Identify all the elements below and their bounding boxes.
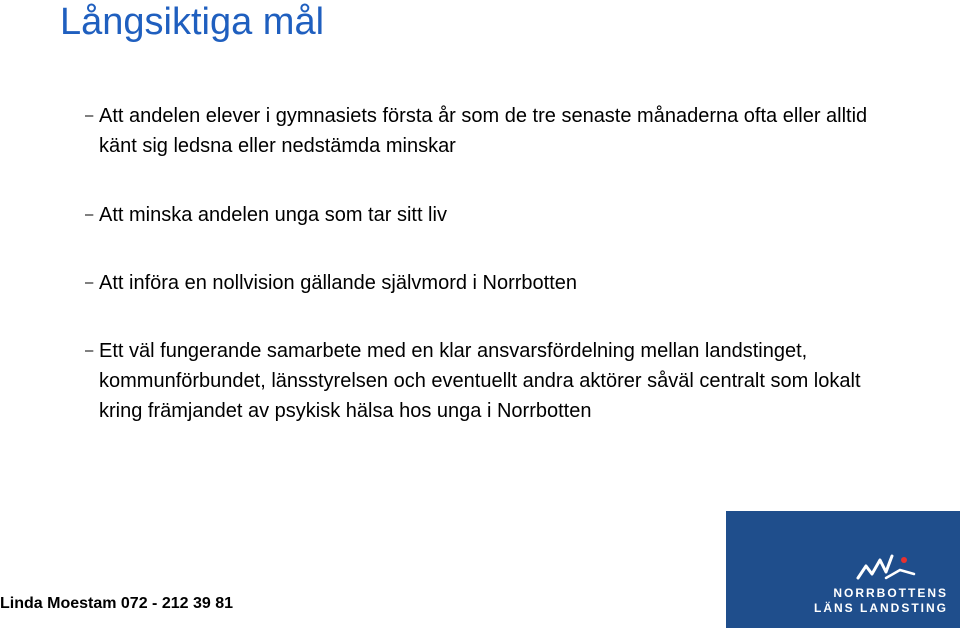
bullet-item <box>85 268 889 298</box>
logo-text-line1: NORRBOTTENS <box>833 586 948 600</box>
logo-mark-icon <box>856 552 916 582</box>
logo-text-line2: LÄNS LANDSTING <box>814 601 948 615</box>
bullet-text: Att införa en nollvision gällande självmord i Norrbotten <box>99 272 578 294</box>
bullet-dash: – <box>85 342 94 359</box>
bullet-dash: – <box>85 274 94 291</box>
bullet-item <box>85 101 889 161</box>
bullet-text: Att andelen elever i gymnasiets första år som de tre senaste månaderna ofta eller alltid känt sig ledsna eller nedstämda minskar <box>99 105 868 157</box>
logo <box>726 511 960 628</box>
bullet-dash: – <box>85 107 94 124</box>
bullet-dash: – <box>85 206 94 223</box>
bullet-item <box>85 200 889 230</box>
bullet-text: Ett väl fungerande samarbete med en klar ansvarsfördelning mellan landstinget, kommunförbundet, länsstyrelsen och eventuellt andra aktörer såväl centralt som lokalt kring främjandet av psykisk hälsa hos unga i Norrbotten <box>99 340 861 422</box>
bullet-text: Att minska andelen unga som tar sitt liv <box>99 204 447 226</box>
page-title: Långsiktiga mål <box>60 1 325 43</box>
footer-contact: Linda Moestam 072 - 212 39 81 <box>0 595 233 612</box>
bullet-item <box>85 336 889 426</box>
